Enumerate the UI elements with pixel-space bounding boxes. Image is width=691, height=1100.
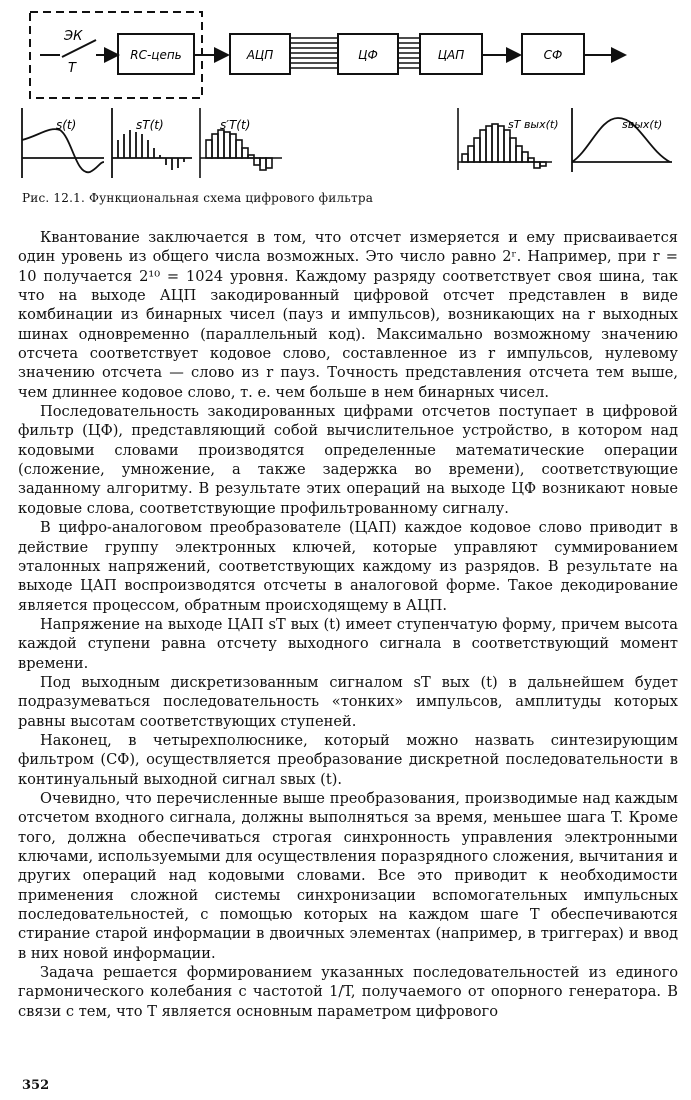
- quantized-signal-label: s′T(t): [220, 118, 251, 132]
- output-signal-label: sвых(t): [622, 118, 663, 131]
- electronic-key: [40, 29, 118, 76]
- sampled-signal-label: sT(t): [136, 118, 164, 132]
- filter-to-dac-bus: [398, 38, 420, 68]
- paragraph-1: Квантование заключается в том, что отсчет измеряется и ему присваивается один уровень из общего числа возможных. Это число равно 2ʳ. Например, при r = 10 получается 2¹⁰ = 1024 уровня. Каждому разряду соответствует своя шина, так что на выходе АЦП закодированный цифровой отсчет представлен в виде комбинации из бинарных чисел (пауз и импульсов), возникающих на r выходных шинах одновременно (параллельный код). Максимально возможному значению отсчета соответствует кодовое слово, составленное из r импульсов, нулевому значению отсчета — слово из r пауз. Точность представления отсчета тем выше, чем длиннее кодовое слово, т. е. чем больше в нем бинарных чисел.: [18, 229, 678, 401]
- paragraph-7: Очевидно, что перечисленные выше преобразования, производимые над каждым отсчетом входного сигнала, должны выполняться за время, меньшее шага T. Кроме того, должна обеспечиваться строгая синхронность управления электронными ключами, используемыми для осуществления поразрядного сложения, вычитания и других операций над кодовыми словами. Все это приводит к необходимости применения сложной системы синхронизации вспомогательных импульсных последовательностей, с помощью которых на каждом шаге T обеспечиваются стирание старой информации в двоичных элементах (например, в триггерах) и ввод в них новой информации.: [18, 789, 678, 962]
- page-number: 352: [22, 1078, 50, 1093]
- paragraph-2: Последовательность закодированных цифрами отсчетов поступает в цифровой фильтр (ЦФ), представляющий собой вычислительное устройство, в котором над кодовыми словами производятся определенные математические операции (сложение, умножение, а также задержка во времени), соответствующие заданному алгоритму. В результате этих операций на выходе ЦФ возникают новые кодовые слова, соответствующие профильтрованному сигналу.: [18, 403, 678, 517]
- adc-to-filter-bus: [290, 38, 338, 68]
- body-text: [18, 228, 678, 1021]
- digital-filter-label: ЦФ: [358, 48, 378, 62]
- key-label: ЭК: [64, 29, 83, 44]
- adc-label: АЦП: [246, 48, 274, 62]
- paragraph-3: В цифро-аналоговом преобразователе (ЦАП) каждое кодовое слово приводит в действие группу электронных ключей, которые управляют суммированием эталонных напряжений, соответствующих каждому из разрядов. В результате на выходе ЦАП воспроизводятся отсчеты в аналоговой форме. Такое декодирование является процессом, обратным происходящему в АЦП.: [18, 519, 678, 614]
- rc-circuit-label: RC-цепь: [130, 48, 182, 62]
- paragraph-4: Напряжение на выходе ЦАП sT вых (t) имеет ступенчатую форму, причем высота каждой ступени равна отсчету выходного сигнала в соответствующий момент времени.: [18, 615, 678, 672]
- dac-output-label: sT вых(t): [508, 118, 559, 131]
- dac-label: ЦАП: [437, 48, 465, 62]
- paragraph-6: Наконец, в четырехполюснике, который можно назвать синтезирующим фильтром (СФ), осуществляется преобразование дискретной последовательности в континуальный выходной сигнал sвых (t).: [18, 731, 678, 788]
- key-period-label: T: [68, 61, 76, 76]
- figure-caption: Рис. 12.1. Функциональная схема цифрового фильтра: [22, 191, 374, 205]
- paragraph-8: Задача решается формированием указанных последовательностей из единого гармонического колебания с частотой 1/T, получаемого от опорного генератора. В связи с тем, что T является основным параметром цифрового: [18, 964, 678, 1020]
- paragraph-5: Под выходным дискретизованным сигналом sT вых (t) в дальнейшем будет подразумеваться последовательность «тонких» импульсов, амплитуды которых равны высотам соответствующих ступеней.: [18, 673, 678, 730]
- synthesis-filter-label: СФ: [543, 48, 563, 62]
- input-signal-label: s(t): [56, 118, 77, 132]
- functional-diagram-figure: [0, 0, 691, 190]
